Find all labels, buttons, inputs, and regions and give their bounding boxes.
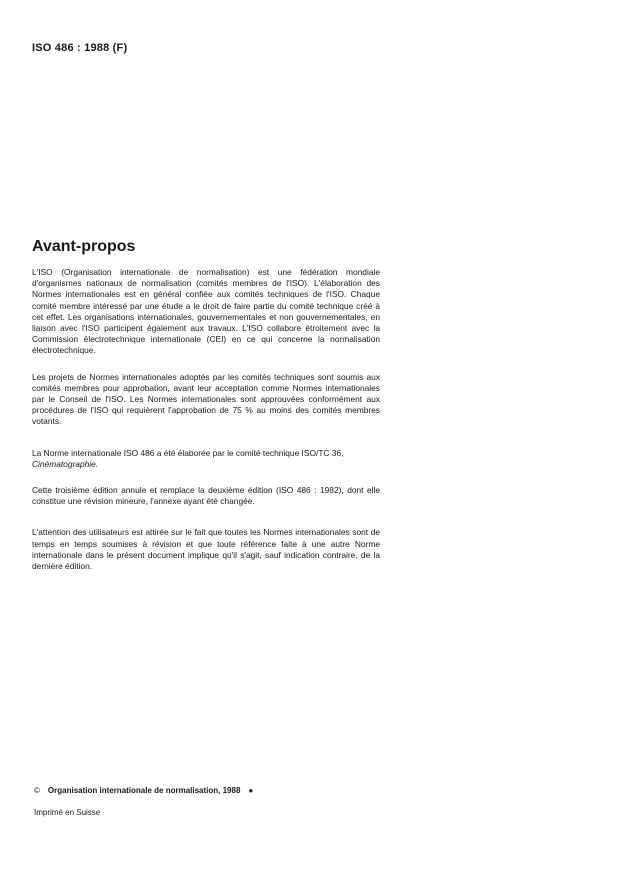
document-id-header: ISO 486 : 1988 (F) bbox=[32, 42, 128, 54]
bullet-icon: ● bbox=[248, 786, 254, 795]
copyright-icon: © bbox=[34, 786, 40, 795]
paragraph-revision-notice: L'attention des utilisateurs est attirée sur le fait que toutes les Normes internationales sont de temps en temps soumises à révision et que toute référence faite à une autre Norme internationale dans le présent document implique qu'il s'agit, sauf indication contraire, de la dernière édition. bbox=[32, 527, 380, 572]
paragraph-edition: Cette troisième édition annule et remplace la deuxième édition (ISO 486 : 1982), dont elle constitue une révision mineure, l'annexe ayant été changée. bbox=[32, 485, 380, 507]
printed-location: Imprimé en Suisse bbox=[34, 808, 101, 817]
footer-copyright bbox=[34, 786, 253, 795]
paragraph-approval-process: Les projets de Normes internationales adoptés par les comités techniques sont soumis aux comités membres pour approbation, avant leur acceptation comme Normes internationales par le Conseil de l'ISO. Les Normes internationales sont approuvées conformément aux procédures de l'ISO qui requièrent l'approbation de 75 % au moins des comités membres votants. bbox=[32, 371, 380, 427]
foreword-body bbox=[32, 267, 380, 587]
committee-text: La Norme internationale ISO 486 a été élaborée par le comité technique ISO/TC 36, bbox=[32, 447, 344, 458]
committee-name: Cinématographie. bbox=[32, 458, 99, 469]
paragraph-technical-committee bbox=[32, 448, 380, 470]
section-title: Avant-propos bbox=[32, 238, 136, 255]
copyright-text: Organisation internationale de normalisation, 1988 bbox=[47, 786, 241, 795]
paragraph-iso-description: L'ISO (Organisation internationale de normalisation) est une fédération mondiale d'organismes nationaux de normalisation (comités membres de l'ISO). L'élaboration des Normes internationales est en général confiée aux comités techniques de l'ISO. Chaque comité membre intéressé par une étude a le droit de faire partie du comité technique créé à cet effet. Les organisations internationales, gouvernementales et non gouvernementales, en liaison avec l'ISO participent également aux travaux. L'ISO collabore étroitement avec la Commission électrotechnique internationale (CEI) en ce qui concerne la normalisation électrotechnique. bbox=[32, 267, 380, 356]
